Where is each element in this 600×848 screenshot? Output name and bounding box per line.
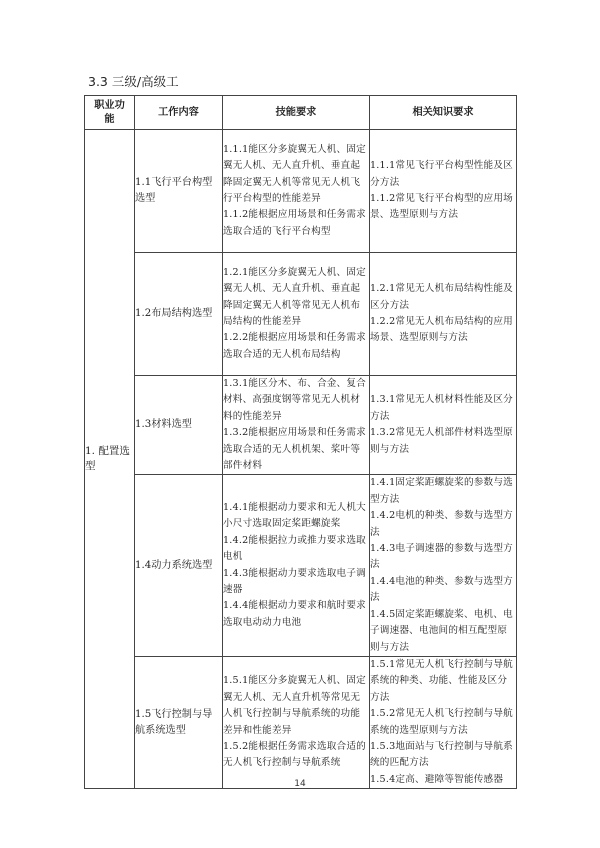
skill-item: 1.5.2能根据任务需求选取合适的无人机飞行控制与导航系统: [223, 740, 366, 769]
skill-item: 1.3.1能区分木、布、合金、复合材料、高强度钢等常见无人机材料的性能差异: [223, 378, 366, 422]
skill-item: 1.4.1能根据动力要求和无人机大小尺寸选取固定桨距螺旋桨: [223, 502, 366, 530]
skill-requirements-table: [84, 95, 517, 789]
skill-item: 1.2.1能区分多旋翼无人机、固定翼无人机、无人直升机、垂直起降固定翼无人机等常见无人机布局结构的性能差异: [223, 266, 366, 327]
knowledge-item: 1.5.3地面站与飞行控制与导航系统的匹配方法: [370, 740, 513, 769]
skill-item: 1.5.1能区分多旋翼无人机、固定翼无人机、无人直升机等常见无人机飞行控制与导航系统的功能差异和性能差异: [223, 675, 366, 736]
skills-cell: [223, 130, 370, 253]
knowledge-cell: [370, 376, 517, 475]
knowledge-item: 1.2.2常见无人机布局结构的应用场景、选型原则与方法: [370, 316, 513, 344]
table-row: [85, 656, 517, 788]
skill-item: 1.4.2能根据拉力或推力要求选取电机: [223, 534, 366, 563]
function-cell: 1. 配置选型: [85, 130, 135, 789]
knowledge-item: 1.3.2常见无人机部件材料选型原则与方法: [370, 427, 513, 455]
table-row: [85, 253, 517, 376]
section-title: 3.3 三级/高级工: [88, 74, 179, 89]
knowledge-item: 1.4.5固定桨距螺旋桨、电机、电子调速器、电池间的相互配型原则与方法: [370, 608, 513, 653]
skill-item: 1.4.4能根据动力要求和航时要求选取电动动力电池: [223, 600, 366, 628]
skills-cell: [223, 253, 370, 376]
knowledge-item: 1.3.1常见无人机材料性能及区分方法: [370, 394, 513, 422]
knowledge-item: 1.5.4定高、避障等智能传感器: [370, 773, 504, 785]
page-number: 14: [294, 779, 306, 789]
table-body: [85, 130, 517, 789]
knowledge-item: 1.1.1常见飞行平台构型性能及区分方法: [370, 160, 513, 188]
knowledge-cell: [370, 253, 517, 376]
table-header-row: [85, 96, 517, 130]
header-content: 工作内容: [135, 96, 223, 130]
table-row: [85, 376, 517, 475]
content-cell: 1.4动力系统选型: [135, 475, 223, 656]
knowledge-cell: [370, 130, 517, 253]
knowledge-item: 1.5.2常见无人机飞行控制与导航系统的选型原则与方法: [370, 708, 513, 736]
skill-item: 1.1.2能根据应用场景和任务需求选取合适的飞行平台构型: [223, 209, 366, 237]
skill-item: 1.2.2能根据应用场景和任务需求选取合适的无人机布局结构: [223, 332, 366, 360]
content-cell: 1.3材料选型: [135, 376, 223, 475]
skills-cell: [223, 376, 370, 475]
skills-cell: [223, 656, 370, 788]
knowledge-item: 1.1.2常见飞行平台构型的应用场景、选型原则与方法: [370, 193, 513, 221]
header-function: 职业功能: [85, 96, 135, 130]
knowledge-item: 1.4.2电机的种类、参数与选型方法: [370, 510, 513, 538]
knowledge-item: 1.4.4电池的种类、参数与选型方法: [370, 575, 513, 604]
content-cell: 1.2布局结构选型: [135, 253, 223, 376]
skill-item: 1.1.1能区分多旋翼无人机、固定翼无人机、无人直升机、垂直起降固定翼无人机等常见无人机飞行平台构型的性能差异: [223, 143, 366, 204]
knowledge-item: 1.2.1常见无人机布局结构性能及区分方法: [370, 283, 513, 311]
header-skills: 技能要求: [223, 96, 370, 130]
content-cell: 1.1飞行平台构型选型: [135, 130, 223, 253]
knowledge-item: 1.5.1常见无人机飞行控制与导航系统的种类、功能、性能及区分方法: [370, 658, 513, 703]
skill-item: 1.4.3能根据动力要求选取电子调速器: [223, 567, 366, 596]
knowledge-cell: [370, 656, 517, 788]
content-cell: 1.5飞行控制与导航系统选型: [135, 656, 223, 788]
table-row: [85, 475, 517, 656]
table-row: [85, 130, 517, 253]
skill-item: 1.3.2能根据应用场景和任务需求选取合适的无人机机架、桨叶等部件材料: [223, 427, 366, 472]
knowledge-item: 1.4.1固定桨距螺旋桨的参数与选型方法: [370, 477, 513, 505]
knowledge-item: 1.4.3电子调速器的参数与选型方法: [370, 543, 513, 571]
skills-cell: [223, 475, 370, 656]
knowledge-cell: [370, 475, 517, 656]
header-knowledge: 相关知识要求: [370, 96, 517, 130]
